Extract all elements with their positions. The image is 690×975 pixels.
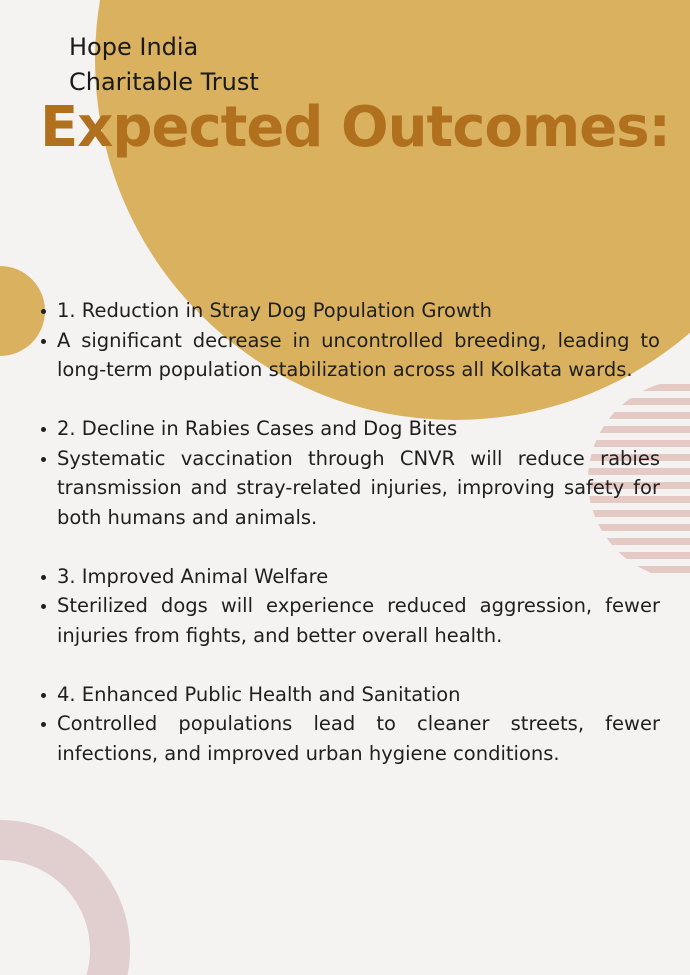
outcome-detail: A significant decrease in uncontrolled breeding, leading to long-term population stabilization across all Kolkata wards. — [40, 326, 660, 385]
outcomes-list — [40, 296, 660, 798]
outcome-heading: 4. Enhanced Public Health and Sanitation — [40, 680, 660, 710]
decorative-gold-half-circle — [0, 266, 45, 356]
outcome-section-1 — [40, 296, 660, 385]
organization-name-line-2: Charitable Trust — [69, 68, 259, 96]
page-title: Expected Outcomes: — [40, 95, 670, 160]
outcome-detail: Controlled populations lead to cleaner streets, fewer infections, and improved urban hygiene conditions. — [40, 709, 660, 768]
organization-name — [69, 30, 259, 100]
outcome-detail: Systematic vaccination through CNVR will reduce rabies transmission and stray-related injuries, improving safety for both humans and animals. — [40, 444, 660, 533]
decorative-ring — [0, 820, 130, 975]
outcome-section-2 — [40, 414, 660, 532]
outcome-section-4 — [40, 680, 660, 769]
outcome-section-3 — [40, 562, 660, 651]
outcome-heading: 2. Decline in Rabies Cases and Dog Bites — [40, 414, 660, 444]
organization-name-line-1: Hope India — [69, 33, 199, 61]
outcome-heading: 3. Improved Animal Welfare — [40, 562, 660, 592]
outcome-detail: Sterilized dogs will experience reduced aggression, fewer injuries from fights, and better overall health. — [40, 591, 660, 650]
outcome-heading: 1. Reduction in Stray Dog Population Growth — [40, 296, 660, 326]
